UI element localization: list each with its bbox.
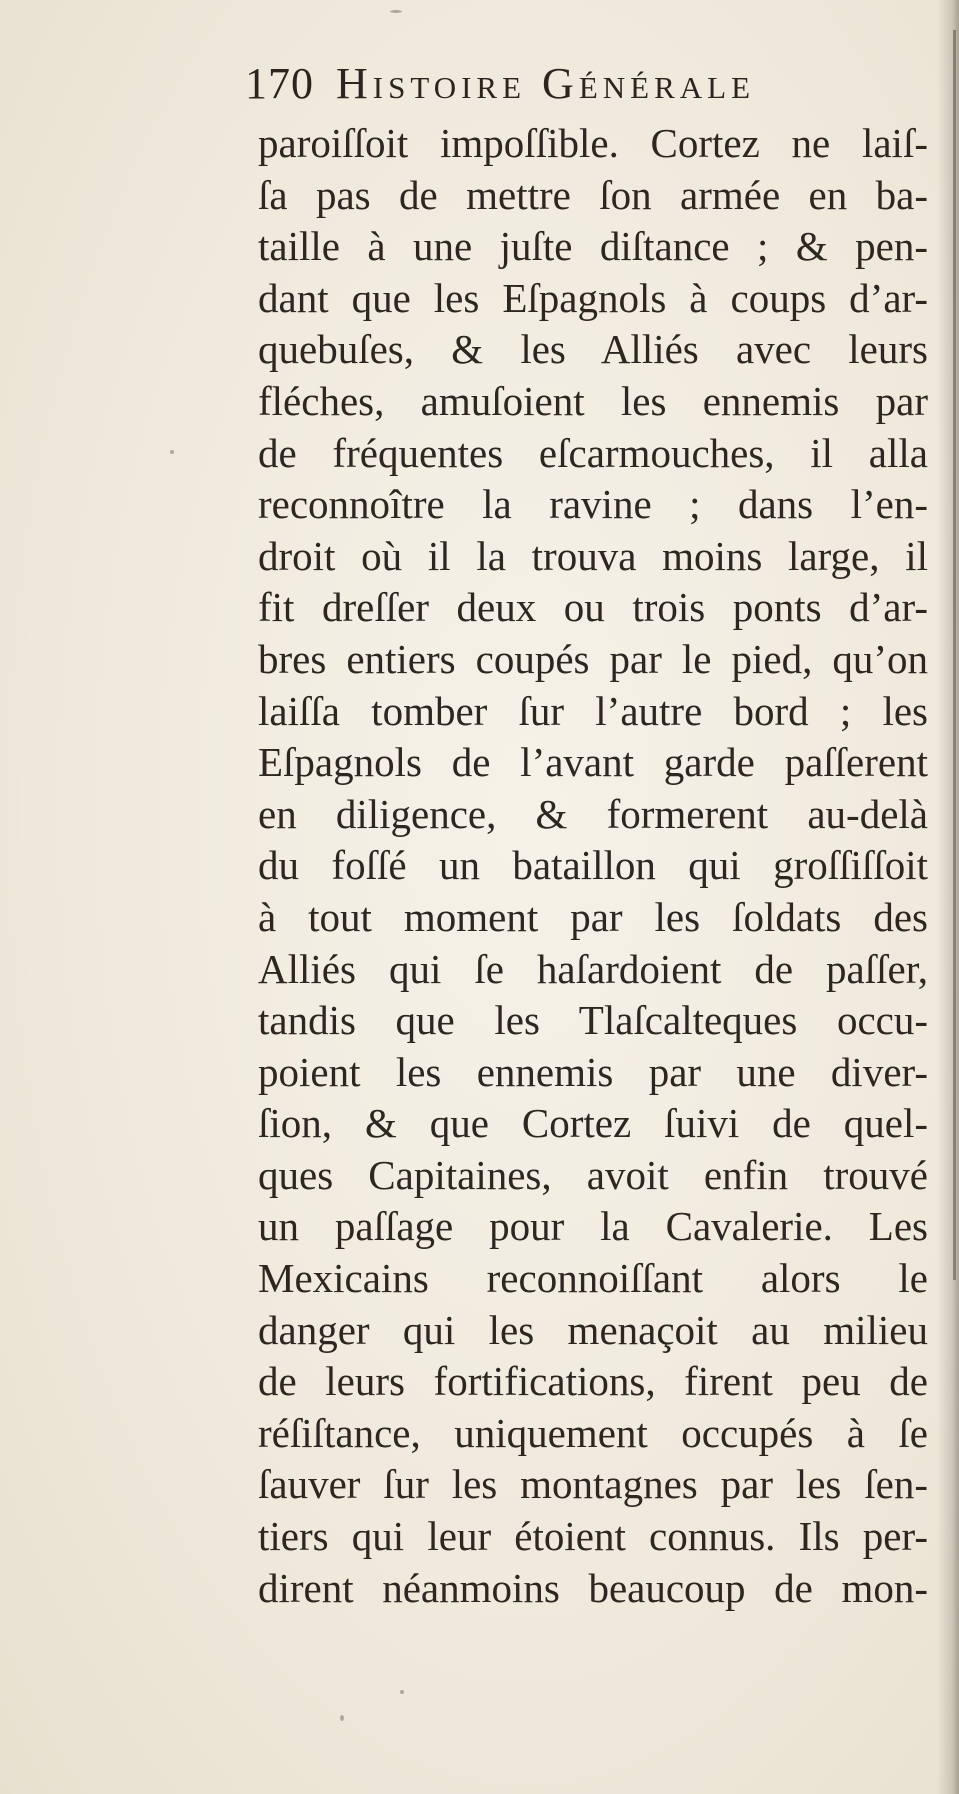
text-line: ſa pas de mettre ſon armée en ba- <box>258 171 928 218</box>
text-line: dant que les Eſpagnols à coups d’ar- <box>258 274 928 321</box>
text-line: danger qui les menaçoit au milieu <box>258 1306 928 1353</box>
body-text <box>258 118 928 1614</box>
text-line: reconnoître la ravine ; dans l’en- <box>258 481 928 528</box>
text-line: de fréquentes eſcarmouches, il alla <box>258 429 928 476</box>
text-line: un paſſage pour la Cavalerie. Les <box>258 1203 928 1250</box>
text-line: en diligence, & formerent au-delà <box>258 790 928 837</box>
paper-speck <box>340 1715 344 1721</box>
text-line: ſion, & que Cortez ſuivi de quel- <box>258 1100 928 1147</box>
text-line: réſiſtance, uniquement occupés à ſe <box>258 1409 928 1456</box>
text-line: taille à une juſte diſtance ; & pen- <box>258 223 928 270</box>
text-line: fléches, amuſoient les ennemis par <box>258 377 928 424</box>
text-line: bres entiers coupés par le pied, qu’on <box>258 635 928 682</box>
text-line: quebuſes, & les Alliés avec leurs <box>258 326 928 373</box>
text-line: ques Capitaines, avoit enfin trouvé <box>258 1151 928 1198</box>
text-line: à tout moment par les ſoldats des <box>258 893 928 940</box>
text-line: poient les ennemis par une diver- <box>258 1048 928 1095</box>
text-line: laiſſa tomber ſur l’autre bord ; les <box>258 687 928 734</box>
text-line: dirent néanmoins beaucoup de mon- <box>258 1564 928 1611</box>
text-line: ſauver ſur les montagnes par les ſen- <box>258 1461 928 1508</box>
text-line: Eſpagnols de l’avant garde paſſerent <box>258 739 928 786</box>
page-edge-line <box>953 30 956 1280</box>
text-line: tandis que les Tlaſcalteques occu- <box>258 997 928 1044</box>
paper-speck <box>170 450 174 454</box>
text-line: Mexicains reconnoiſſant alors le <box>258 1255 928 1302</box>
paper-speck <box>400 1690 404 1694</box>
text-line: de leurs fortifications, firent peu de <box>258 1358 928 1405</box>
text-line: du foſſé un bataillon qui groſſiſſoit <box>258 842 928 889</box>
page-header <box>245 58 935 118</box>
text-line: Alliés qui ſe haſardoient de paſſer, <box>258 945 928 992</box>
page-number: 170 <box>245 59 314 108</box>
text-line: fit dreſſer deux ou trois ponts d’ar- <box>258 584 928 631</box>
text-line: droit où il la trouva moins large, il <box>258 532 928 579</box>
running-title: Histoire Générale <box>336 59 756 108</box>
text-line: tiers qui leur étoient connus. Ils per- <box>258 1513 928 1560</box>
text-line: paroiſſoit impoſſible. Cortez ne laiſ- <box>258 120 928 166</box>
paper-speck <box>390 10 402 13</box>
